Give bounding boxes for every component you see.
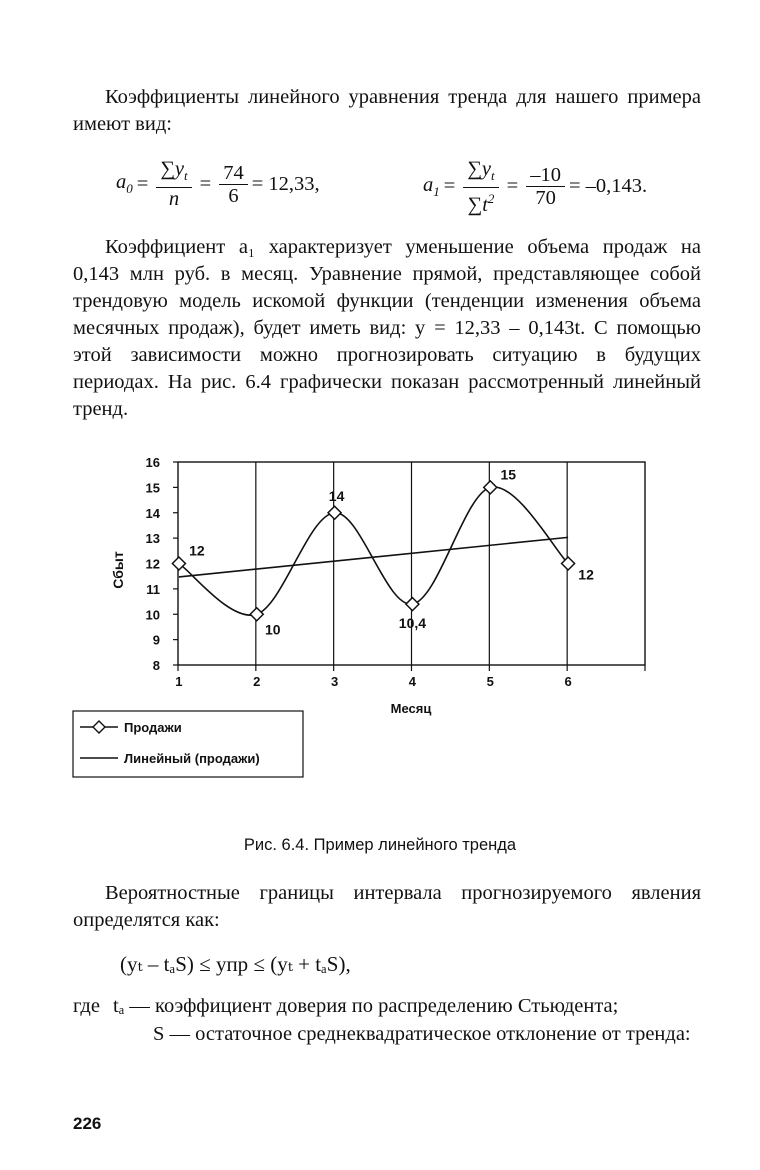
x-tick-label: 6 (564, 674, 572, 689)
sales-line (179, 487, 568, 615)
a1-fraction-values: $\frac{-10}{70}$ (526, 164, 565, 209)
interval-formula: (yₜ – tₐS) ≤ yпр ≤ (yₜ + tₐS), (120, 952, 351, 976)
y-tick-label: 9 (152, 632, 160, 648)
trend-line (179, 537, 568, 577)
a1-result: = –0,143. (568, 175, 648, 198)
x-axis-title: Месяц (390, 701, 432, 716)
data-label: 10 (264, 621, 281, 638)
x-tick-label: 5 (486, 674, 494, 689)
formula-a1: $a_1$ = $\frac{\sum y_t}{\sum t^2}$ = $\frac{-10}{70}$ = –0,143. (423, 158, 648, 216)
a1-fraction-sum: $\frac{\sum y_t}{\sum t^2}$ (463, 158, 498, 216)
where-definition-t: tₐ — коэффициент доверия по распределению Стьюдента; (113, 995, 619, 1017)
y-tick-label: 15 (145, 480, 160, 496)
x-tick-label: 2 (253, 674, 261, 689)
y-tick-label: 11 (146, 581, 160, 597)
y-tick-label: 13 (145, 531, 160, 547)
a0-lhs: $a_0$ (116, 171, 133, 197)
y-axis-title: Сбыт (110, 551, 126, 589)
y-tick-label: 12 (145, 556, 160, 572)
where-label: где (73, 995, 100, 1017)
data-label: 15 (500, 466, 517, 483)
a0-result: = 12,33, (251, 172, 320, 195)
y-tick-label: 8 (152, 658, 160, 673)
a0-fraction-values: $\frac{74}{6}$ (219, 162, 248, 207)
data-point-marker (250, 608, 263, 621)
data-label: 12 (189, 542, 205, 559)
y-tick-label: 14 (145, 505, 160, 521)
y-tick-label: 10 (145, 607, 160, 623)
page-number: 226 (73, 1114, 102, 1133)
data-point-marker (484, 481, 497, 494)
data-label: 14 (328, 487, 345, 504)
where-definition-s: S — остаточное среднеквадратическое отклонение от тренда: (153, 1023, 691, 1045)
data-label: 12 (578, 566, 594, 583)
x-tick-label: 1 (175, 674, 183, 689)
where-block (73, 992, 713, 1048)
figure-caption: Рис. 6.4. Пример линейного тренда (243, 836, 517, 854)
interval-paragraph: Вероятностные границы интервала прогнозируемого явления определятся как: (73, 882, 701, 931)
x-tick-label: 3 (330, 674, 339, 689)
data-point-marker (328, 506, 341, 519)
legend-label-trend: Линейный (продажи) (124, 751, 260, 766)
legend-label-sales: Продажи (124, 720, 182, 735)
intro-paragraph: Коэффициенты линейного уравнения тренда для нашего примера имеют вид: (73, 86, 701, 135)
formula-a0: $a_0$ = $\frac{\sum y_t}{n}$ = $\frac{74}{6}$ = 12,33, (116, 158, 320, 211)
x-tick-label: 4 (408, 674, 417, 689)
sales-trend-chart (0, 440, 760, 785)
y-tick-label: 16 (145, 455, 160, 470)
data-label: 10,4 (398, 615, 427, 632)
a0-fraction-sum: $\frac{\sum y_t}{n}$ (156, 158, 191, 210)
a1-lhs: $a_1$ (423, 173, 440, 199)
legend-box (73, 711, 303, 777)
data-point-marker (406, 598, 419, 611)
trend-paragraph: Коэффициент a₁ характеризует уменьшение объема продаж на 0,143 млн руб. в месяц. Уравнение прямой, представляющее собой трендовую модель искомой функции (тенденции изменения объема месячных продаж), будет иметь вид: y = 12,33 – 0,143t. С помощью этой зависимости можно прогнозировать ситуацию в будущих периодах. На рис. 6.4 графически показан рассмотренный линейный тренд. (73, 236, 701, 420)
